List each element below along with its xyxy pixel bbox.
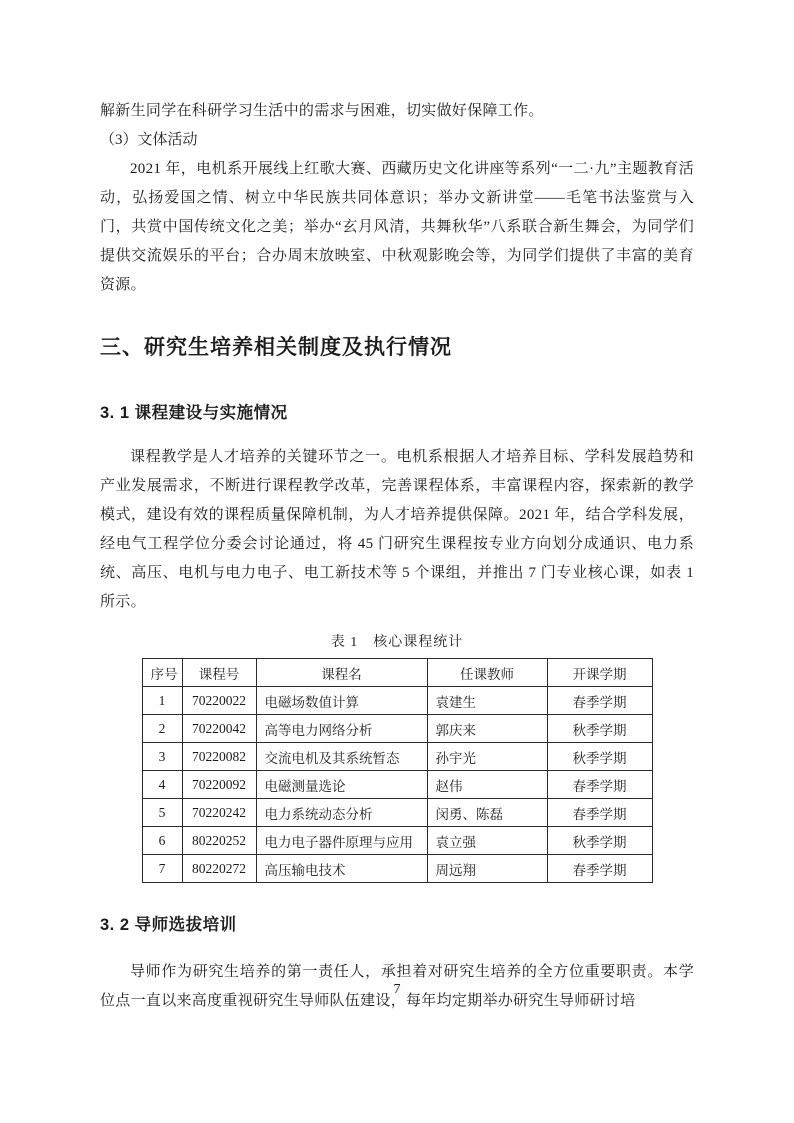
cell-instructor: 孙宇光 (427, 743, 547, 771)
cell-course-name: 交流电机及其系统暂态 (256, 743, 427, 771)
table-1-caption: 表 1 核心课程统计 (330, 635, 464, 650)
sub-heading-culture-activities: （3）文体活动 (100, 132, 198, 148)
cell-index: 7 (142, 855, 182, 883)
cell-semester: 春季学期 (547, 799, 652, 827)
cell-course-code: 80220272 (182, 855, 256, 883)
cell-course-code: 70220042 (182, 715, 256, 743)
culture-activities-paragraph: 2021 年，电机系开展线上红歌大赛、西藏历史文化讲座等系列“一二·九”主题教育活动，弘扬爱国之情、树立中华民族共同体意识；举办文新讲堂——毛笔书法鉴赏与入门，共赏中国传统文化之美；举办“玄月风清，共舞秋华”八系联合新生舞会，为同学们提供交流娱乐的平台；合办周末放映室、中秋观影晚会等，为同学们提供了丰富的美育资源。 (100, 161, 694, 293)
cell-course-name: 电磁场数值计算 (256, 687, 427, 715)
supervisor-training-paragraph: 导师作为研究生培养的第一责任人，承担着对研究生培养的全方位重要职责。本学位点一直以来高度重视研究生导师队伍建设，每年均定期举办研究生导师研讨培 (100, 964, 694, 1009)
cell-course-name: 高等电力网络分析 (256, 715, 427, 743)
cell-semester: 秋季学期 (547, 715, 652, 743)
cell-course-name: 高压输电技术 (256, 855, 427, 883)
table-row (142, 771, 652, 799)
cell-course-code: 70220082 (182, 743, 256, 771)
section-3-heading: 三、研究生培养相关制度及执行情况 (100, 336, 452, 359)
page-number: 7 (393, 982, 401, 997)
course-construction-paragraph: 课程教学是人才培养的关键环节之一。电机系根据人才培养目标、学科发展趋势和产业发展需求，不断进行课程教学改革，完善课程体系，丰富课程内容，探索新的教学模式，建设有效的课程质量保障机制，为人才培养提供保障。2021 年，结合学科发展，经电气工程学位分委会讨论通过，将 45 门研究生课程按专业方向划分成通识、电力系统、高压、电机与电力电子、电工新技术等 5 个课组，并推出 7 门专业核心课，如表 1 所示。 (100, 449, 694, 610)
cell-course-code: 70220242 (182, 799, 256, 827)
cell-index: 5 (142, 799, 182, 827)
cell-course-code: 80220252 (182, 827, 256, 855)
table-header-row (142, 659, 652, 687)
cell-semester: 秋季学期 (547, 743, 652, 771)
cell-index: 3 (142, 743, 182, 771)
col-header-semester: 开课学期 (547, 659, 652, 687)
cell-index: 4 (142, 771, 182, 799)
cell-instructor: 袁建生 (427, 687, 547, 715)
table-row (142, 715, 652, 743)
table-row (142, 743, 652, 771)
cell-course-code: 70220022 (182, 687, 256, 715)
col-header-index: 序号 (142, 659, 182, 687)
cell-instructor: 赵伟 (427, 771, 547, 799)
cell-instructor: 郭庆来 (427, 715, 547, 743)
table-row (142, 799, 652, 827)
table-row (142, 855, 652, 883)
col-header-course-code: 课程号 (182, 659, 256, 687)
cell-course-code: 70220092 (182, 771, 256, 799)
cell-course-name: 电力系统动态分析 (256, 799, 427, 827)
table-row (142, 827, 652, 855)
section-3-1-heading: 3. 1 课程建设与实施情况 (100, 404, 288, 422)
col-header-instructor: 任课教师 (427, 659, 547, 687)
col-header-course-name: 课程名 (256, 659, 427, 687)
cell-index: 2 (142, 715, 182, 743)
cell-semester: 春季学期 (547, 771, 652, 799)
cell-course-name: 电力电子器件原理与应用 (256, 827, 427, 855)
cell-index: 6 (142, 827, 182, 855)
cell-semester: 秋季学期 (547, 827, 652, 855)
table-row (142, 687, 652, 715)
cell-course-name: 电磁测量选论 (256, 771, 427, 799)
section-3-2-heading: 3. 2 导师选拔培训 (100, 916, 237, 934)
core-courses-table (142, 658, 653, 883)
cell-instructor: 袁立强 (427, 827, 547, 855)
cell-semester: 春季学期 (547, 855, 652, 883)
cell-instructor: 闵勇、陈磊 (427, 799, 547, 827)
carryover-paragraph-line: 解新生同学在科研学习生活中的需求与困难，切实做好保障工作。 (100, 103, 544, 119)
cell-instructor: 周远翔 (427, 855, 547, 883)
cell-index: 1 (142, 687, 182, 715)
cell-semester: 春季学期 (547, 687, 652, 715)
